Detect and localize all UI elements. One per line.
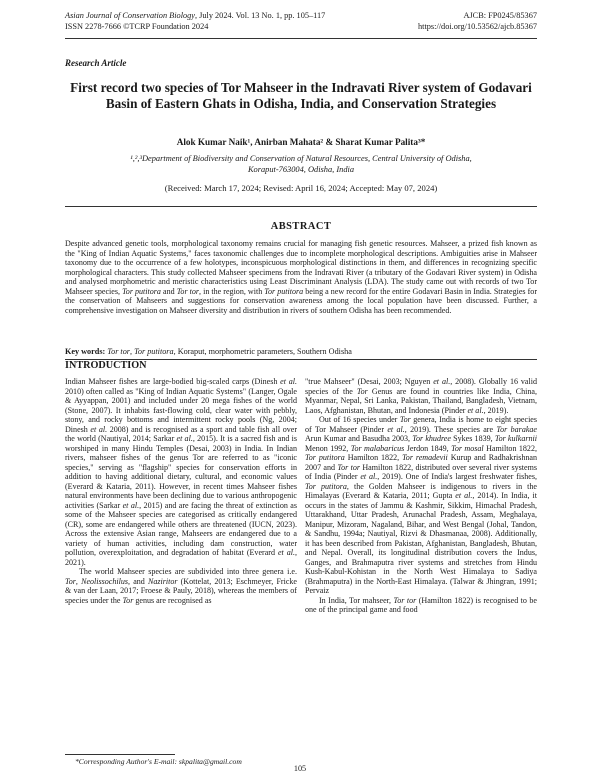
article-type: Research Article [65, 58, 127, 68]
keywords-label: Key words: [65, 347, 106, 356]
author-list: Alok Kumar Naik¹, Anirban Mahata² & Sharat Kumar Palita³* [176, 137, 426, 147]
intro-paragraph-4: In India, Tor mahseer, Tor tor (Hamilton 1822) is recognised to be one of the principal game and food [305, 595, 537, 614]
running-header-left [65, 10, 325, 32]
intro-paragraph-2: The world Mahseer species are subdivided into three genera i.e. Tor, Neolissochilus, and Naziritor (Kottelat, 2013; Eschmeyer, Fricke & van der Laan, 2017; Froese & Pauly, 2018), whereas the members of species under the Tor genus are recognised as [65, 567, 298, 605]
abstract-heading: ABSTRACT [270, 221, 332, 232]
intro-paragraph-3: Out of 16 species under Tor genera, India is home to eight species of Tor Mahseer (Pinder et al., 2019). These species are Tor barakae Arun Kumar and Basudha 2003, Tor khudree Sykes 1839, Tor kulkarnii Menon 1992, Tor malabaricus Jerdon 1849, Tor mosal Hamilton 1822, Tor putitora Hamilton 1822, Tor remadevii Kurup and Radhakrishnan 2007 and Tor tor Hamilton 1822, distributed over several river systems of India (Pinder et al., 2019). One of India's largest freshwater fishes, Tor putitora, the Golden Mahseer is indigenous to rivers in the Himalayas (Everard & Kataria, 2011; Gupta et al., 2014). In India, it occurs in the states of Jammu & Kashmir, Sikkim, Himachal Pradesh, Uttarakhand, Uttar Pradesh, Arunachal Pradesh, Assam, Meghalaya, Manipur, Mizoram, Nagaland, Bihar, and West Bengal (Johal, Tandon, & Sandhu, 1994a; Nautiyal, Rizvi & Dhasmanaa, 2008). Additionally, it has been described from Pakistan, Afghanistan, Bangladesh, Bhutan, and Nepal. Overall, its longitudinal distribution covers the Indus, Ganges, and Brahmaputra river systems and stretches from Hindu Kush-Kabul-Kohistan in the North West Himalaya to Sadiya (Brahmaputra) in the North-East Himalaya. (Talwar & Jhingran, 1991; Pervaiz [305, 415, 538, 595]
doi-link[interactable]: https://doi.org/10.53562/ajcb.85367 [418, 22, 537, 31]
left-column [65, 377, 297, 605]
footnote-rule [65, 754, 175, 755]
affiliation-line-2: Koraput-763004, Odisha, India [247, 165, 355, 174]
affiliation [65, 153, 537, 175]
right-column [305, 377, 537, 615]
running-header-right [418, 10, 537, 32]
page-number: 105 [293, 764, 307, 773]
intro-paragraph-1: Indian Mahseer fishes are large-bodied big-scaled carps (Dinesh et al. 2010) often called as "King of Indian Aquatic Systems" (Langer, Ogale & Ayyappan, 2001) and included under 20 mega fishes of the world (Stone, 2007). It inhabits fast-flowing cold, clear water with pebbly, stony, and rocky bottoms and intermittent rocky pools (Ng, 2004; Dinesh et al. 2008) and is recognised as a sport and table fish all over the world (Nautiyal, 2014; Sarkar et al., 2015). It is a sacred fish and is worshiped in many Hindu Temples (Desai, 2003) in India. In Indian rivers, mahseer fishes of the genus Tor are referred to as "iconic species," serving as "flagship" species for conservation efforts in addition to having additional dietary, cultural, and economic values (Everard & Kataria, 2011). However, in recent times Mahseer fishes natural environments have been declining due to various anthropogenic activities (Sarkar et al., 2015) and are facing the threat of extinction as some of the Mahseer species are categorised as critically endangered (CR), some are endangered while others are threatened (IUCN, 2023). Across the extensive Asian range, Mahseers are endangered due to a variety of human activities, including dam construction, water pollution, overexploitation, and degradation of habitat (Everard et al., 2021). [65, 377, 298, 567]
article-title: First record two species of Tor Mahseer in the Indravati River system of Godavari Basin of Eastern Ghats in Odisha, India, and Conservation Strategies [70, 80, 532, 111]
ajcb-id: AJCB: FP0245/85367 [463, 11, 537, 20]
keywords: Key words: Tor tor, Tor putitora, Koraput, morphometric parameters, Southern Odisha [65, 347, 352, 356]
introduction-heading: INTRODUCTION [65, 360, 147, 371]
header-rule [65, 38, 537, 39]
intro-paragraph-2-cont: "true Mahseer" (Desai, 2003; Nguyen et al., 2008). Globally 16 valid species of the Tor Genus are found in countries like India, China, Myanmar, Nepal, Sri Lanka, Pakistan, Thailand, Bangladesh, Vietnam, Laos, Afghanistan, Bhutan, and Indonesia (Pinder et al., 2019). [305, 377, 537, 415]
affiliation-line-1: ¹,²,³Department of Biodiversity and Conservation of Natural Resources, Central University of Odisha, [130, 154, 472, 163]
corresponding-author-footnote: *Corresponding Author's E-mail: skpalita@gmail.com [75, 757, 242, 766]
issn: ISSN 2278-7666 ©TCRP Foundation 2024 [65, 22, 209, 31]
issue-info: , July 2024. Vol. 13 No. 1, pp. 105–117 [194, 11, 326, 20]
abstract-top-rule [65, 206, 537, 207]
journal-name: Asian Journal of Conservation Biology [65, 11, 195, 20]
received-dates: (Received: March 17, 2024; Revised: April 16, 2024; Accepted: May 07, 2024) [164, 183, 438, 193]
abstract-text: Despite advanced genetic tools, morphological taxonomy remains crucial for managing fish genetic resources. Mahseer, a prized fish known as the "King of Indian Aquatic Systems," faces taxonomic challenges due to incomplete morphological descriptions. Ambiguities arise in Mahseer taxonomy due to the occurrence of a few holotypes, inconspicuous morphological distinctions in them, and differences in recognizing specific morphological characters. This study collected Mahseer specimens from the Indravati River (a tributary of the Godavari River system) in Odisha and analysed morphometric and meristic characteristics using Least Discriminant Analysis (LDA). The study came out with records of two Tor Mahseer species, Tor putitora and Tor tor, in the region, with Tor putitora being a new record for the entire Godavari Basin in India. Strategies for the conservation of Mahseers and suggestions for conservation awareness among the local population have been discussed. Further, a comprehensive investigation on Mahseer diversity and distribution in rivers of southern Odisha has been recommended. [65, 239, 537, 315]
